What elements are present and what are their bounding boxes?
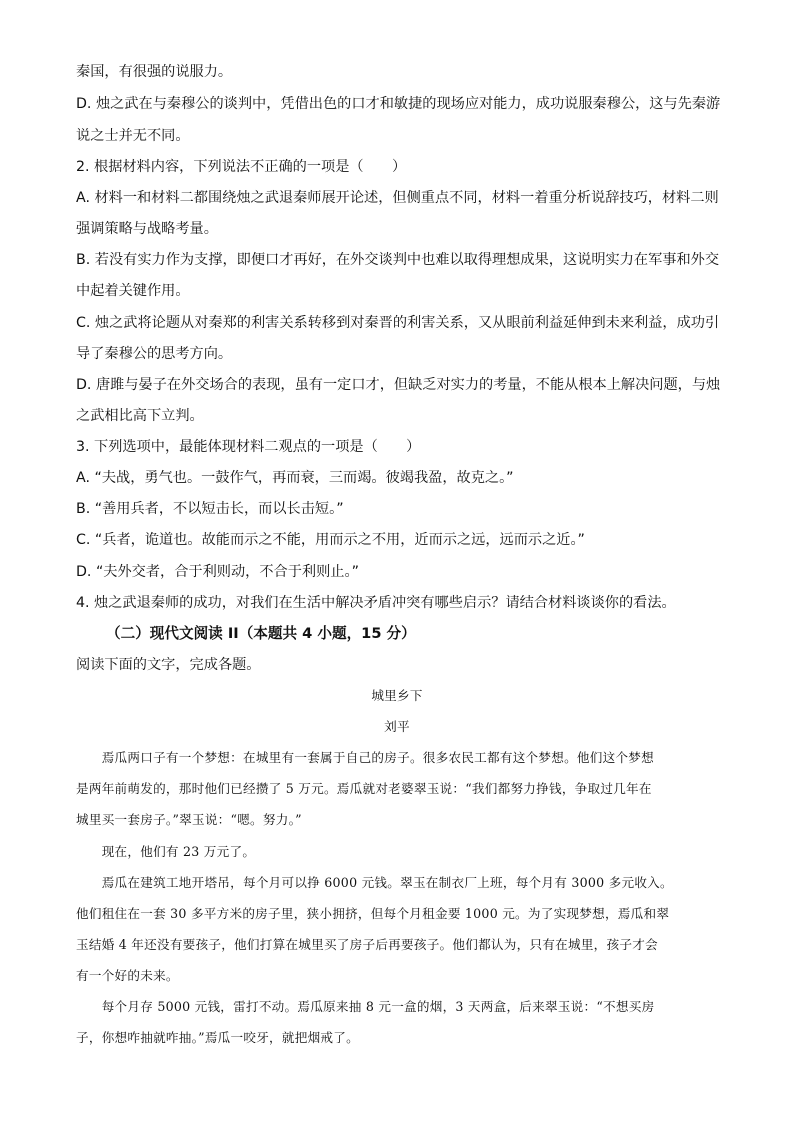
q3-option-a: A. “夫战，勇气也。一鼓作气，再而衰，三而竭。彼竭我盈，故克之。” xyxy=(76,470,514,486)
story-line: 子，你想咋抽就咋抽。”焉瓜一咬牙，就把烟戒了。 xyxy=(76,1030,359,1045)
option-d-line-1: D. 烛之武在与秦穆公的谈判中，凭借出色的口才和敏捷的现场应对能力，成功说服秦穆公，这与先秦游 xyxy=(76,96,721,112)
q2-option-b-line-1: B. 若没有实力作为支撑，即便口才再好，在外交谈判中也难以取得理想成果，这说明实力在军事和外交 xyxy=(76,252,720,268)
q2-option-a-line-1: A. 材料一和材料二都围绕烛之武退秦师展开论述，但侧重点不同，材料一着重分析说辞技巧，材料二则 xyxy=(76,190,719,206)
q3-option-b: B. “善用兵者，不以短击长，而以长击短。” xyxy=(76,501,344,517)
q2-option-c-line-2: 导了秦穆公的思考方向。 xyxy=(76,346,233,362)
question-3-stem: 3. 下列选项中，最能体现材料二观点的一项是（ ） xyxy=(76,439,421,455)
question-2-stem: 2. 根据材料内容，下列说法不正确的一项是（ ） xyxy=(76,159,407,175)
question-4-stem: 4. 烛之武退秦师的成功，对我们在生活中解决矛盾冲突有哪些启示？请结合材料谈谈你的看法。 xyxy=(76,595,676,611)
q2-option-c-line-1: C. 烛之武将论题从对秦郑的利害关系转移到对秦晋的利害关系，又从眼前利益延伸到未来利益，成功引 xyxy=(76,315,720,331)
option-c-continuation: 秦国，有很强的说服力。 xyxy=(76,64,233,80)
story-line: 是两年前萌发的，那时他们已经攒了 5 万元。焉瓜就对老婆翠玉说：“我们都努力挣钱，争取过几年在 xyxy=(76,781,652,796)
story-line: 焉瓜两口子有一个梦想：在城里有一套属于自己的房子。很多农民工都有这个梦想。他们这个梦想 xyxy=(76,750,654,765)
section-instruction: 阅读下面的文字，完成各题。 xyxy=(76,657,261,673)
q3-option-d: D. “夫外交者，合于利则动，不合于利则止。” xyxy=(76,564,359,580)
story-line: 玉结婚 4 年还没有要孩子，他们打算在城里买了房子后再要孩子。他们都认为，只有在城里，孩子才会 xyxy=(76,937,658,952)
q2-option-b-line-2: 中起着关键作用。 xyxy=(76,283,190,299)
q2-option-a-line-2: 强调策略与战略考量。 xyxy=(76,221,218,237)
q2-option-d-line-2: 之武相比高下立判。 xyxy=(76,408,204,424)
story-line: 每个月存 5000 元钱，雷打不动。焉瓜原来抽 8 元一盒的烟，3 天两盒，后来翠玉说：“不想买房 xyxy=(76,999,655,1014)
story-line: 焉瓜在建筑工地开塔吊，每个月可以挣 6000 元钱。翠玉在制衣厂上班，每个月有 3000 多元收入。 xyxy=(76,875,673,890)
section-heading: （二）现代文阅读 II（本题共 4 小题，15 分） xyxy=(106,625,416,642)
story-line: 有一个好的未来。 xyxy=(76,968,179,983)
story-line: 他们租住在一套 30 多平方米的房子里，狭小拥挤，但每个月租金要 1000 元。为了实现梦想，焉瓜和翠 xyxy=(76,906,670,921)
option-d-line-2: 说之士并无不同。 xyxy=(76,128,190,144)
q3-option-c: C. “兵者，诡道也。故能而示之不能，用而示之不用，近而示之远，远而示之近。” xyxy=(76,532,585,548)
q2-option-d-line-1: D. 唐雎与晏子在外交场合的表现，虽有一定口才，但缺乏对实力的考量，不能从根本上解决问题，与烛 xyxy=(76,377,721,393)
story-author: 刘平 xyxy=(384,719,410,734)
story-line: 现在，他们有 23 万元了。 xyxy=(76,844,256,859)
story-title: 城里乡下 xyxy=(371,688,423,703)
story-line: 城里买一套房子。”翠玉说：“嗯。努力。” xyxy=(76,812,302,827)
